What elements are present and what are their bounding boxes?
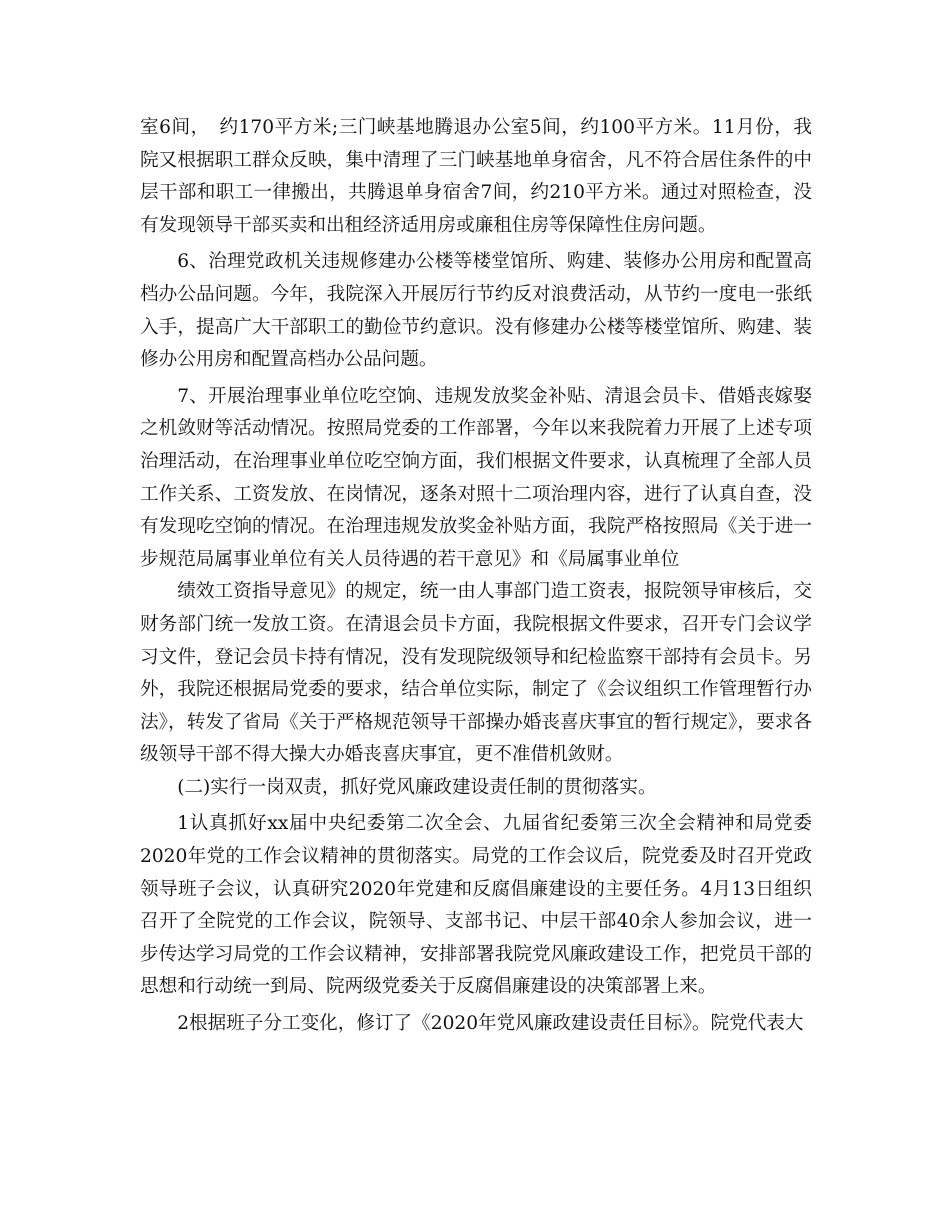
paragraph-point-2: 2根据班子分工变化，修订了《2020年党风廉政建设责任目标》。院党代表大	[177, 1013, 804, 1035]
paragraph-item-7-continued: 绩效工资指导意见》的规定，统一由人事部门造工资表，报院领导审核后，交财务部门统一发放工资。在清退会员卡方面，我院根据文件要求，召开专门会议学习文件，登记会员卡持有情况，没有发现院级领导和纪检监察干部持有会员卡。另外，我院还根据局党委的要求，结合单位实际，制定了《会议组织工作管理暂行办法》，转发了省局《关于严格规范领导干部操办婚丧喜庆事宜的暂行规定》，要求各级领导干部不得大操大办婚丧喜庆事宜，更不准借机敛财。	[140, 581, 812, 766]
paragraph-item-6: 6、治理党政机关违规修建办公楼等楼堂馆所、购建、装修办公用房和配置高档办公品问题。今年，我院深入开展厉行节约反对浪费活动，从节约一度电一张纸入手，提高广大干部职工的勤俭节约意识。没有修建办公楼等楼堂馆所、购建、装修办公用房和配置高档办公品问题。	[140, 251, 812, 371]
paragraph-item-7: 7、开展治理事业单位吃空饷、违规发放奖金补贴、清退会员卡、借婚丧嫁娶之机敛财等活动情况。按照局党委的工作部署，今年以来我院着力开展了上述专项治理活动，在治理事业单位吃空饷方面，我们根据文件要求，认真梳理了全部人员工作关系、工资发放、在岗情况，逐条对照十二项治理内容，进行了认真自查，没有发现吃空饷的情况。在治理违规发放奖金补贴方面，我院严格按照局《关于进一步规范局属事业单位有关人员待遇的若干意见》和《局属事业单位	[140, 385, 812, 570]
document-page	[140, 112, 812, 1041]
paragraph-point-1: 1认真抓好xx届中央纪委第二次全会、九届省纪委第三次全会精神和局党委2020年党的工作会议精神的贯彻落实。局党的工作会议后，院党委及时召开党政领导班子会议，认真研究2020年党建和反腐倡廉建设的主要任务。4月13日组织召开了全院党的工作会议，院领导、支部书记、中层干部40余人参加会议，进一步传达学习局党的工作会议精神，安排部署我院党风廉政建设工作，把党员干部的思想和行动统一到局、院两级党委关于反腐倡廉建设的决策部署上来。	[140, 813, 812, 998]
paragraph-housing-cleanup: 室6间， 约170平方米;三门峡基地腾退办公室5间，约100平方米。11月份，我院又根据职工群众反映，集中清理了三门峡基地单身宿舍，凡不符合居住条件的中层干部和职工一律搬出，共腾退单身宿舍7间，约210平方米。通过对照检查，没有发现领导干部买卖和出租经济适用房或廉租住房等保障性住房问题。	[140, 117, 812, 236]
section-heading-2: (二)实行一岗双责，抓好党风廉政建设责任制的贯彻落实。	[177, 776, 657, 798]
